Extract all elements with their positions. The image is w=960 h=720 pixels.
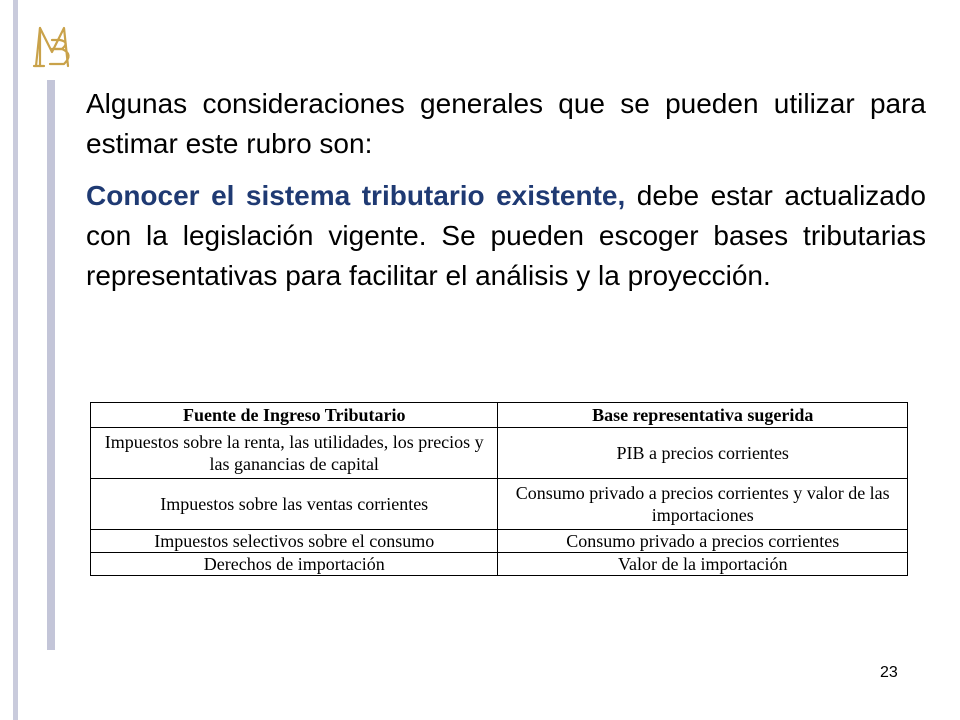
table-cell: Consumo privado a precios corrientes y valor de las importaciones xyxy=(498,479,908,530)
table-row xyxy=(91,553,908,576)
table-cell: Consumo privado a precios corrientes xyxy=(498,530,908,553)
table-cell: PIB a precios corrientes xyxy=(498,428,908,479)
tax-base-table xyxy=(90,402,908,576)
slide-body xyxy=(86,84,926,296)
header-base: Base representativa sugerida xyxy=(498,403,908,428)
table-row xyxy=(91,530,908,553)
table-cell: Derechos de importación xyxy=(91,553,498,576)
left-edge-stripe xyxy=(13,0,18,720)
table-cell: Valor de la importación xyxy=(498,553,908,576)
table-cell: Impuestos selectivos sobre el consumo xyxy=(91,530,498,553)
mb-monogram-icon xyxy=(30,22,76,70)
table-cell: Impuestos sobre las ventas corrientes xyxy=(91,479,498,530)
header-source: Fuente de Ingreso Tributario xyxy=(91,403,498,428)
point-highlight: Conocer el sistema tributario existente, xyxy=(86,180,626,211)
table-header-row xyxy=(91,403,908,428)
point-rest: debe estar actualizado con la legislación vigente. Se pueden escoger bases tributarias representativas para facilitar el análisis y la proyección. xyxy=(86,180,927,291)
table-row xyxy=(91,479,908,530)
content-accent-bar xyxy=(47,80,55,650)
intro-paragraph: Algunas consideraciones generales que se pueden utilizar para estimar este rubro son: xyxy=(86,88,926,159)
point-paragraph xyxy=(86,176,926,296)
page-number: 23 xyxy=(880,664,898,681)
table-row xyxy=(91,428,908,479)
table-cell: Impuestos sobre la renta, las utilidades, los precios y las ganancias de capital xyxy=(91,428,498,479)
